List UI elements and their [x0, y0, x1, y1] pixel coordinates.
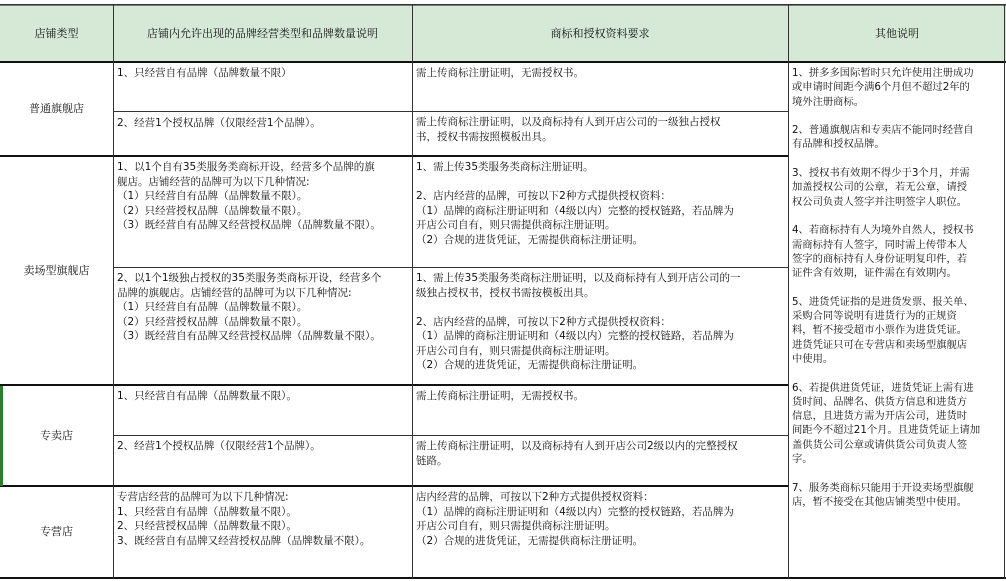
- store-type-flagship: 普通旗舰店: [29, 102, 84, 116]
- grid-line: [113, 4, 114, 579]
- grid-line: [0, 384, 788, 386]
- flagship-licensed-brand-desc: 2、经营1个授权品牌（仅限经营1个品牌）。: [117, 117, 321, 129]
- grid-line: [0, 485, 788, 487]
- grid-line: [0, 577, 1006, 579]
- grid-line: [0, 4, 1006, 5]
- other-notes-text: 1、拼多多国际暂时只允许使用注册成功 或申请时间距今满6个月但不超过2年的 境外注册商标。 2、普通旗舰店和专卖店不能同时经营自 有品牌和授权品牌。 3、授权书有效期不得少于3个月，并需 加盖授权公司的公章，若无公章，请授 权公司负责人签字并注明签字人职位。 4、若商标持有人为境外自然人，授权书 需商标持有人签字，同时需上传带本人 签字的商标持有人身份证明复印件，若 证件含有效期，证件需在有效期内。 5、进货凭证指的是进货发票、报关单、 采购合同等说明有进货行为的正规资 料，暂不接受超市小票作为进货凭证。 进货凭证只可在专营店和卖场型旗舰店 中使用。 6、若提供进货凭证，进货凭证上需有进 货时间、品牌名、供货方信息和进货方 信息，且进货方需为开店公司，进货时 间距今不超过21个月。且进货凭证上请加 盖供货公司公章或请供货公司负责人签 字。 7、服务类商标只能用于开设卖场型旗舰 店，暂不接受在其他店铺类型中使用。: [792, 67, 981, 508]
- specialty-licensed-brand-desc: 2、经营1个授权品牌（仅限经营1个品牌）。: [117, 440, 321, 452]
- header-trademark-requirements: 商标和授权资料要求: [412, 5, 788, 62]
- grid-line: [788, 4, 789, 579]
- store-type-mall-flagship: 卖场型旗舰店: [23, 263, 90, 277]
- header-brand-description: 店铺内允许出现的品牌经营类型和品牌数量说明: [113, 5, 412, 62]
- grid-line: [412, 4, 413, 579]
- grid-line: [113, 435, 788, 436]
- flagship-own-brand-req: 需上传商标注册证明，无需授权书。: [416, 67, 584, 79]
- grid-line: [0, 61, 1006, 63]
- mall-licensed-trademark-desc: 2、以1个1级独占授权的35类服务类商标开设，经营多个 品牌的旗舰店。店铺经营的品牌可为以下几种情况: （1）只经营自有品牌（品牌数量不限）。 （2）只经营授权品牌（品牌数量不限）。 （3）既经营自有品牌又经营授权品牌（品牌数量不限）。: [117, 272, 382, 342]
- header-other-notes: 其他说明: [788, 5, 1006, 62]
- store-type-specialty: 专卖店: [40, 428, 73, 442]
- header-store-type: 店铺类型: [0, 5, 113, 62]
- specialty-own-brand-req: 需上传商标注册证明，无需授权书。: [416, 390, 584, 402]
- specialty-own-brand-desc: 1、只经营自有品牌（品牌数量不限）。: [117, 390, 297, 402]
- store-type-franchise: 专营店: [40, 525, 73, 539]
- franchise-req: 店内经营的品牌，可按以下2种方式提供授权资料： （1）品牌的商标注册证明和（4级以内）完整的授权链路，若品牌为 开店公司自有，则只需提供商标注册证明。 （2）合规的进货凭证，无需提供商标注册证明。: [416, 491, 734, 547]
- grid-line: [113, 267, 788, 268]
- flagship-licensed-brand-req: 需上传商标注册证明，以及商标持有人到开店公司的一级独占授权 书，授权书需按照模板出具。: [416, 116, 721, 143]
- row-selection-marker: [0, 386, 3, 486]
- grid-line: [113, 111, 788, 112]
- mall-own-trademark-req: 1、需上传35类服务类商标注册证明。 2、店内经营的品牌，可按以下2种方式提供授权资料： （1）品牌的商标注册证明和（4级以内）完整的授权链路，若品牌为 开店公司自有，则只需提供商标注册证明。 （2）合规的进货凭证，无需提供商标注册证明。: [416, 161, 734, 246]
- mall-licensed-trademark-req: 1、需上传35类服务类商标注册证明，以及商标持有人到开店公司的一 级独占授权书，授权书需按模板出具。 2、店内经营的品牌，可按以下2种方式提供授权资料： （1）品牌的商标注册证明和（4级以内）完整的授权链路，若品牌为 开店公司自有，则只需提供商标注册证明。 （2）合规的进货凭证，无需提供商标注册证明。: [416, 272, 741, 371]
- grid-line: [0, 155, 788, 157]
- grid-line: [1004, 4, 1005, 579]
- mall-own-trademark-desc: 1、以1个自有35类服务类商标开设，经营多个品牌的旗 舰店。店铺经营的品牌可为以下几种情况: （1）只经营自有品牌（品牌数量不限）。 （2）只经营授权品牌（品牌数量不限）。 （3）既经营自有品牌又经营授权品牌（品牌数量不限）。: [117, 161, 381, 231]
- specialty-licensed-brand-req: 需上传商标注册证明，以及商标持有人到开店公司2级以内的完整授权 链路。: [416, 440, 738, 467]
- franchise-brand-desc: 专营店经营的品牌可为以下几种情况: 1、只经营自有品牌（品牌数量不限）。 2、只经营授权品牌（品牌数量不限）。 3、既经营自有品牌又经营授权品牌（品牌数量不限）。: [117, 491, 371, 547]
- flagship-own-brand-desc: 1、只经营自有品牌（品牌数量不限）: [117, 67, 292, 79]
